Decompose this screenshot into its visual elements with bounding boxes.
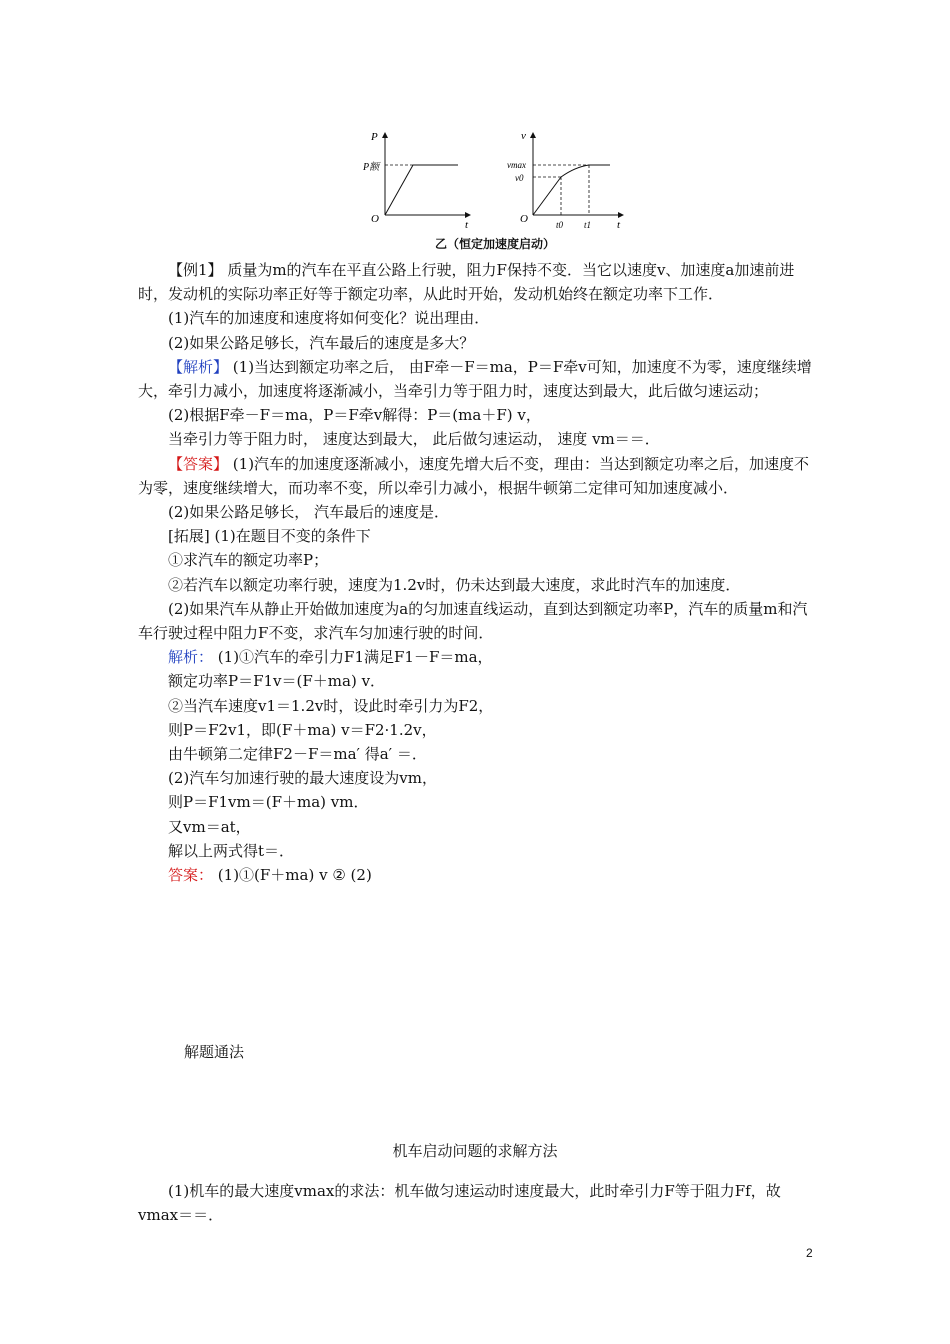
extension-paragraph-1 bbox=[138, 524, 818, 548]
answer-text-1: (1)汽车的加速度逐渐减小，速度先增大后不变，理由：当达到额定功率之后，加速度不为零，速度继续增大，而功率不变，所以牵引力减小，根据牛顿第二定律可知加速度减小． bbox=[138, 454, 810, 497]
vmax-label: vmax bbox=[507, 160, 526, 170]
solution-line-6: (2)汽车匀加速行驶的最大速度设为vm， bbox=[168, 769, 437, 788]
answer-paragraph-1 bbox=[138, 452, 818, 500]
velocity-time-graph bbox=[507, 130, 623, 231]
solution-line-2: 额定功率P＝F1v＝(F＋ma) v． bbox=[168, 672, 386, 691]
v-axis-label: v bbox=[521, 130, 526, 142]
extension-text-1: (1)在题目不变的条件下 bbox=[214, 527, 371, 546]
v-linear-segment bbox=[533, 177, 561, 215]
example-question-2: (2)如果公路足够长，汽车最后的速度是多大？ bbox=[168, 333, 475, 352]
method-title: 机车启动问题的求解方法 bbox=[392, 1142, 558, 1160]
figure-constant-acceleration-start bbox=[355, 125, 635, 255]
analysis-tag: 【解析】 bbox=[168, 357, 229, 376]
solution-answer-text: (1)①(F＋ma) v ② (2) bbox=[217, 866, 372, 885]
main-content bbox=[138, 258, 818, 887]
solution-line-9: 解以上两式得t＝． bbox=[168, 841, 295, 860]
t1-label: t1 bbox=[584, 220, 592, 230]
analysis-paragraph-1 bbox=[138, 355, 818, 403]
p-rated-label: P额 bbox=[363, 162, 380, 173]
figure-caption: 乙（恒定加速度启动） bbox=[434, 237, 555, 251]
solution-line-5: 由牛顿第二定律F2－F＝ma′ 得a′ ＝． bbox=[168, 745, 427, 764]
t-axis-label-2: t bbox=[617, 219, 621, 231]
solution-line-8: 又vm＝at， bbox=[168, 817, 251, 836]
solution-text-1: (1)①汽车的牵引力F1满足F1－F＝ma， bbox=[217, 648, 493, 667]
example-stem: 质量为m的汽车在平直公路上行驶，阻力F保持不变．当它以速度v、加速度a加速前进时，发动机的实际功率正好等于额定功率，从此时开始，发动机始终在额定功率下工作． bbox=[138, 261, 795, 304]
graphs-svg bbox=[355, 125, 635, 235]
extension-tag: [拓展] bbox=[168, 527, 210, 546]
example-question-1: (1)汽车的加速度和速度将如何变化？说出理由． bbox=[168, 309, 490, 328]
origin-label-1: O bbox=[371, 213, 379, 225]
t0-label: t0 bbox=[556, 220, 564, 230]
method-paragraph bbox=[138, 1164, 818, 1242]
example-tag: 【例1】 bbox=[168, 261, 223, 279]
extension-paragraph-2: ①求汽车的额定功率P； bbox=[168, 551, 329, 570]
extension-paragraph-3: ②若汽车以额定功率行驶，速度为1.2v时，仍未达到最大速度，求此时汽车的加速度． bbox=[168, 575, 741, 594]
p-axis-label: P bbox=[371, 131, 378, 143]
example-paragraph bbox=[138, 258, 818, 306]
analysis-text-1: (1)当达到额定功率之后， 由F牵－F＝ma，P＝F牵v可知，加速度不为零，速度继续增大，牵引力减小，加速度将逐渐减小，当牵引力等于阻力时，速度达到最大，此后做匀速运动； bbox=[138, 357, 812, 401]
method-text-1: (1)机车的最大速度vmax的求法：机车做匀速运动时速度最大，此时牵引力F等于阻力Ff，故vmax＝＝． bbox=[138, 1182, 781, 1225]
solution-line-1 bbox=[138, 645, 818, 669]
answer-tag: 【答案】 bbox=[168, 454, 229, 473]
v0-label: v0 bbox=[515, 173, 524, 183]
analysis-paragraph-3: 当牵引力等于阻力时， 速度达到最大， 此后做匀速运动， 速度 vm＝＝． bbox=[168, 430, 660, 449]
origin-label-2: O bbox=[520, 213, 528, 225]
page-number: 2 bbox=[806, 1246, 813, 1260]
solution-answer-line bbox=[138, 863, 818, 887]
t-axis-label-1: t bbox=[465, 219, 469, 231]
solution-line-3: ②当汽车速度v1＝1.2v时，设此时牵引力为F2， bbox=[168, 696, 494, 715]
solution-line-7: 则P＝F1vm＝(F＋ma) vm． bbox=[168, 793, 369, 812]
solution-answer-tag: 答案： bbox=[168, 866, 214, 885]
answer-paragraph-2: (2)如果公路足够长， 汽车最后的速度是． bbox=[168, 503, 450, 522]
solution-line-4: 则P＝F2v1，即(F＋ma) v＝F2·1.2v， bbox=[168, 720, 437, 739]
extension-paragraph-4: (2)如果汽车从静止开始做加速度为a的匀加速直线运动，直到达到额定功率P，汽车的质量m和汽车行驶过程中阻力F不变，求汽车匀加速行驶的时间． bbox=[138, 599, 808, 643]
section-title: 解题通法 bbox=[184, 1043, 245, 1061]
solution-tag: 解析： bbox=[168, 648, 214, 667]
power-time-graph bbox=[362, 131, 470, 231]
p-ramp-line bbox=[385, 165, 413, 215]
analysis-paragraph-2: (2)根据F牵－F＝ma，P＝F牵v解得：P＝(ma＋F) v， bbox=[168, 406, 541, 425]
v-curve-segment bbox=[561, 165, 589, 177]
